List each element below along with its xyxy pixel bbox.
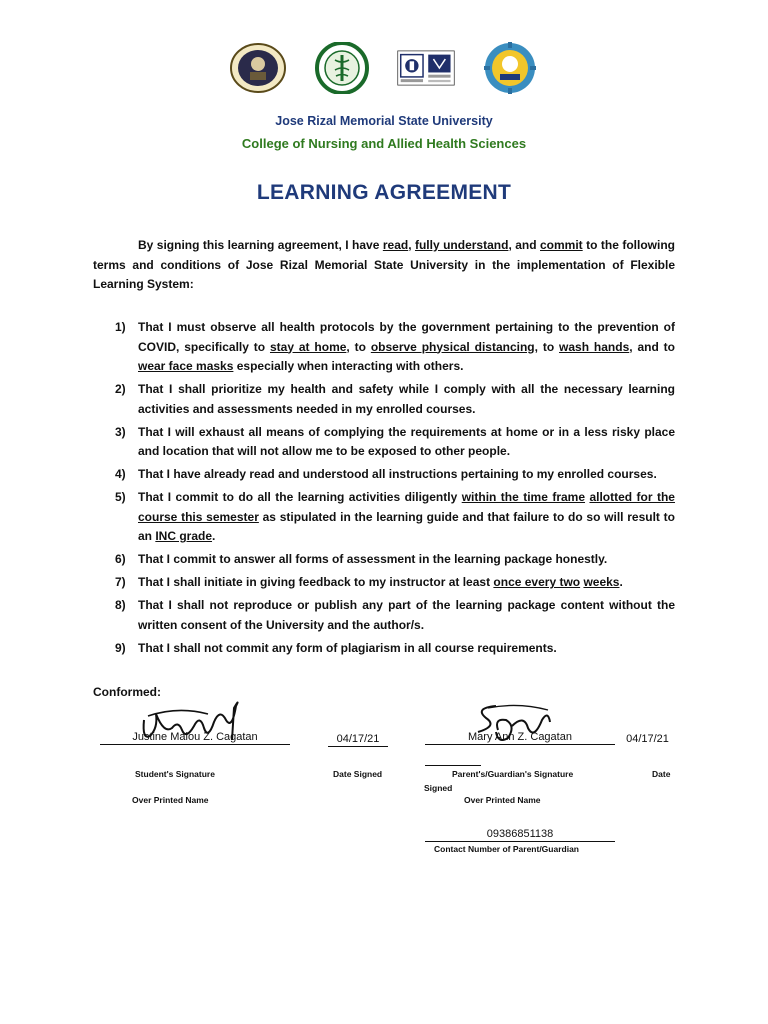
parent-signature-label: Parent's/Guardian's Signature — [452, 769, 574, 779]
term-item: 5) That I commit to do all the learning activities diligently within the time frame allotted for the course this semester as stipulated in the learning guide and that failure to do so will result to an INC grade. — [115, 490, 675, 543]
iso-ukas-certification-logo — [397, 42, 455, 94]
parent-name-line: Mary Ann Z. Cagatan — [425, 731, 615, 745]
term-item: 4) That I have already read and understood all instructions pertaining to my enrolled courses. — [115, 467, 657, 481]
term-item: 3) That I will exhaust all means of complying the requirements at home or in a less risky place and location that will not allow me to be exposed to other people. — [115, 424, 675, 458]
term-item: 9) That I shall not commit any form of plagiarism in all course requirements. — [115, 640, 557, 655]
date-signed-label: Date Signed — [333, 769, 383, 779]
underlined-read: read — [382, 238, 409, 252]
student-date-line: 04/17/21 — [328, 733, 388, 747]
college-name: College of Nursing and Allied Health Sciences — [241, 136, 527, 151]
university-name: Jose Rizal Memorial State University — [275, 114, 493, 128]
parent-signed-label: Signed — [424, 783, 453, 793]
underlined-commit: commit — [540, 238, 583, 252]
parent-date-line: 04/17/21 — [626, 733, 669, 745]
short-rule — [425, 765, 481, 766]
parent-date-label: Date — [652, 769, 671, 779]
student-signature-label: Student's Signature — [135, 769, 215, 779]
student-over-printed-label: Over Printed Name — [132, 795, 209, 805]
term-item: 2) That I shall prioritize my health and safety while I comply with all the necessary learning activities and assessments needed in my enrolled courses. — [115, 382, 675, 416]
contact-number-line: 09386851138 — [425, 828, 615, 842]
nursing-college-seal-logo — [313, 42, 371, 94]
jrmsu-seal-logo — [229, 42, 287, 94]
student-name-line: Justine Malou Z. Cagatan — [100, 731, 290, 745]
aaccup-seal-logo — [481, 42, 539, 94]
term-item: 8) That I shall not reproduce or publish any part of the learning package content without the written consent of the University and the author/s. — [115, 598, 675, 632]
conformed-label: Conformed: — [93, 685, 161, 699]
logo-row — [0, 42, 768, 94]
underlined-fully-understand: fully understand — [414, 238, 509, 252]
term-item: 1) That I must observe all health protocols by the government pertaining to the prevention of COVID, specifically to stay at home, to observe physical distancing, to wash hands, and to wear face masks especially when interacting with others. — [115, 320, 676, 373]
document-title: LEARNING AGREEMENT — [256, 181, 512, 204]
contact-number-label: Contact Number of Parent/Guardian — [434, 844, 579, 854]
terms-list — [93, 318, 675, 662]
term-item: 7) That I shall initiate in giving feedback to my instructor at least once every two weeks. — [115, 575, 623, 589]
parent-over-printed-label: Over Printed Name — [464, 795, 541, 805]
term-item: 6) That I commit to answer all forms of assessment in the learning package honestly. — [115, 552, 608, 566]
intro-paragraph: By signing this learning agreement, I have read, fully understand, and commit to the following terms and conditions of Jose Rizal Memorial State University in the implementation of Flexible Learning System: — [93, 238, 675, 291]
